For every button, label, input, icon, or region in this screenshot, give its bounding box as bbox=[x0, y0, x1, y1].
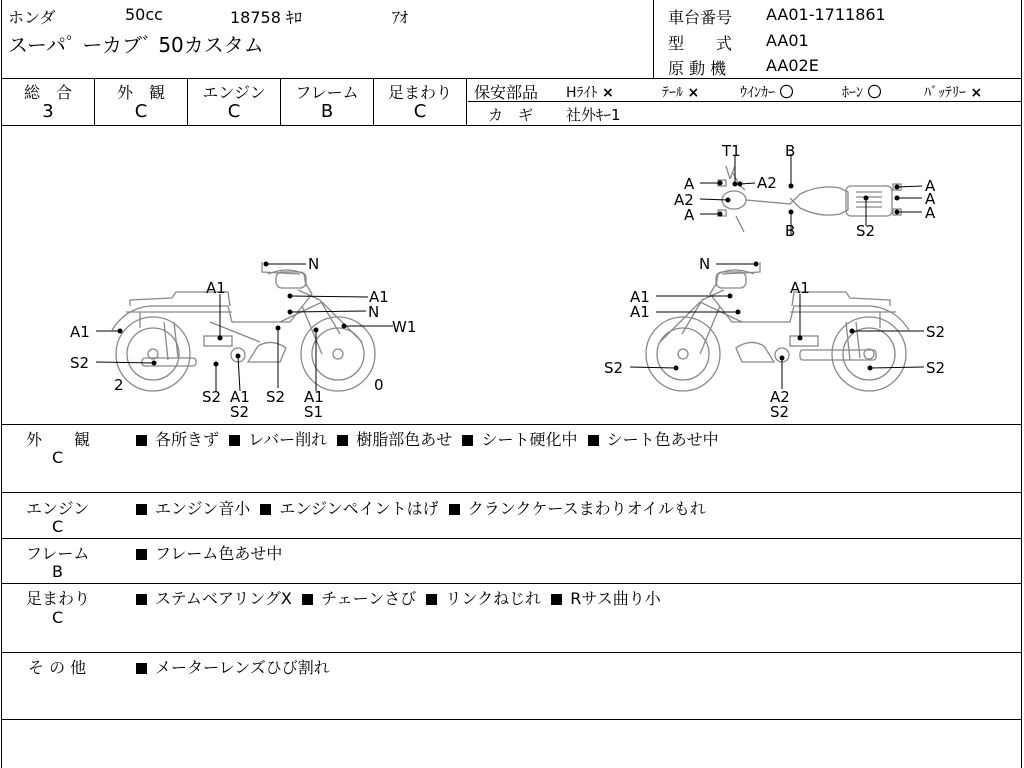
bullet-icon bbox=[588, 435, 599, 446]
safety-tail: ﾃｰﾙ × bbox=[662, 85, 700, 101]
bullet-icon bbox=[229, 435, 240, 446]
grade-total-value: 3 bbox=[42, 101, 54, 122]
grade-exterior-value: C bbox=[134, 101, 148, 122]
bullet-icon bbox=[260, 504, 271, 515]
label-right-A1a: A1 bbox=[630, 288, 650, 306]
label-left-S2d: S2 bbox=[266, 388, 286, 406]
grade-engine-value: C bbox=[227, 101, 241, 122]
remark-exterior-grade: C bbox=[52, 448, 64, 467]
header-divider bbox=[653, 0, 654, 78]
label-top-A2a: A2 bbox=[757, 174, 777, 192]
frame-no-label: 車台番号 bbox=[668, 8, 733, 27]
label-left-S2b: S2 bbox=[202, 388, 222, 406]
remark-engine-category: エンジン bbox=[26, 499, 90, 518]
rule-1 bbox=[1, 78, 1022, 79]
label-top-A5: A bbox=[925, 190, 936, 208]
mileage: 18758 ｷﾛ bbox=[230, 8, 302, 27]
safety-label: 保安部品 bbox=[474, 83, 539, 102]
rule-5 bbox=[1, 538, 1022, 539]
label-right-A2: A2 bbox=[770, 388, 790, 406]
left-view-bike bbox=[112, 262, 375, 391]
remark-frame-category: フレーム bbox=[26, 544, 90, 563]
bullet-icon bbox=[449, 504, 460, 515]
bullet-icon bbox=[462, 435, 473, 446]
label-right-N: N bbox=[699, 255, 711, 273]
label-left-S2c: S2 bbox=[230, 403, 250, 421]
remark-engine-items: エンジン音小 エンジンペイントはげ クランクケースまわりオイルもれ bbox=[136, 496, 706, 519]
bullet-icon bbox=[136, 504, 147, 515]
grade-frame-label: フレーム bbox=[295, 83, 359, 102]
safety-battery: ﾊﾞｯﾃﾘｰ × bbox=[924, 85, 983, 101]
remark-engine-grade: C bbox=[52, 517, 64, 536]
engine-label: 原 動 機 bbox=[668, 59, 727, 78]
safety-headlight: Hﾗｲﾄ × bbox=[566, 85, 614, 101]
grade-div-5 bbox=[466, 78, 467, 125]
label-left-A1a: A1 bbox=[206, 279, 226, 297]
right-view-bike bbox=[646, 262, 909, 391]
label-left-2: 2 bbox=[114, 376, 124, 394]
label-right-S2b: S2 bbox=[604, 359, 624, 377]
label-right-S2d: S2 bbox=[770, 403, 790, 421]
label-left-A1c: A1 bbox=[70, 323, 90, 341]
label-right-S2a: S2 bbox=[926, 323, 946, 341]
grade-exterior-label: 外 観 bbox=[116, 83, 165, 102]
rule-4 bbox=[1, 492, 1022, 493]
bullet-icon bbox=[136, 594, 147, 605]
rule-8 bbox=[1, 719, 1022, 720]
displacement: 50cc bbox=[125, 5, 163, 24]
label-top-A3: A bbox=[684, 206, 695, 224]
grade-suspension-label: 足まわり bbox=[387, 83, 452, 102]
label-top-B2: B bbox=[785, 222, 796, 240]
label-top-A1: A bbox=[684, 175, 695, 193]
remark-exterior-category: 外 観 bbox=[26, 430, 91, 449]
safety-winker: ｳｲﾝｶｰ 〇 bbox=[740, 85, 794, 101]
engine-value: AA02E bbox=[766, 56, 819, 75]
bullet-icon bbox=[136, 435, 147, 446]
label-left-A1e: A1 bbox=[304, 388, 324, 406]
label-left-N1: N bbox=[308, 255, 320, 273]
bullet-icon bbox=[551, 594, 562, 605]
remark-suspension-items: ステムベアリングX チェーンさび リンクねじれ Rサス曲り小 bbox=[136, 586, 661, 609]
remark-other-category: そ の 他 bbox=[28, 658, 87, 677]
label-top-A4: A bbox=[925, 177, 936, 195]
model-name: スーパﾟ ーカブﾞ 50カスタム bbox=[8, 33, 264, 57]
rule-3 bbox=[1, 424, 1022, 425]
key-value: 社外ｷｰ1 bbox=[566, 106, 621, 124]
label-right-S2c: S2 bbox=[926, 359, 946, 377]
bullet-icon bbox=[136, 549, 147, 560]
grade-suspension-value: C bbox=[413, 101, 427, 122]
remark-frame-items: フレーム色あせ中 bbox=[136, 541, 282, 564]
bullet-icon bbox=[426, 594, 437, 605]
type-value: AA01 bbox=[766, 31, 809, 50]
type-label: 型 式 bbox=[668, 34, 733, 53]
grade-engine-label: エンジン bbox=[202, 83, 266, 102]
body-color: ｱｵ bbox=[392, 8, 409, 27]
damage-diagram bbox=[0, 126, 1024, 424]
label-top-B1: B bbox=[785, 142, 796, 160]
remark-other-items: メーターレンズひび割れ bbox=[136, 655, 330, 678]
label-top-S2: S2 bbox=[856, 222, 876, 240]
remark-exterior-items: 各所きず レバー削れ 樹脂部色あせ シート硬化中 シート色あせ中 bbox=[136, 427, 719, 450]
label-left-S1: S1 bbox=[304, 403, 324, 421]
bullet-icon bbox=[136, 663, 147, 674]
label-left-A1d: A1 bbox=[230, 388, 250, 406]
rule-7 bbox=[1, 652, 1022, 653]
safety-horn: ﾎｰﾝ 〇 bbox=[842, 85, 882, 101]
label-right-A1c: A1 bbox=[790, 279, 810, 297]
label-left-A1b: A1 bbox=[369, 288, 389, 306]
label-left-0: 0 bbox=[374, 376, 384, 394]
grade-frame-value: B bbox=[320, 101, 334, 122]
frame-no: AA01-1711861 bbox=[766, 5, 886, 24]
bullet-icon bbox=[302, 594, 313, 605]
label-top-T1: T1 bbox=[722, 142, 741, 160]
key-label: カ ギ bbox=[488, 106, 534, 124]
rule-6 bbox=[1, 583, 1022, 584]
label-left-S2a: S2 bbox=[70, 354, 90, 372]
maker: ホンダ bbox=[8, 8, 56, 27]
remark-suspension-grade: C bbox=[52, 608, 64, 627]
label-left-N2: N bbox=[368, 303, 380, 321]
label-top-A6: A bbox=[925, 204, 936, 222]
label-top-A2b: A2 bbox=[674, 191, 694, 209]
remark-frame-grade: B bbox=[52, 562, 63, 581]
label-left-W1: W1 bbox=[392, 318, 417, 336]
remark-suspension-category: 足まわり bbox=[26, 589, 91, 608]
bullet-icon bbox=[337, 435, 348, 446]
grade-total-label: 総 合 bbox=[23, 83, 72, 102]
label-right-A1b: A1 bbox=[630, 303, 650, 321]
